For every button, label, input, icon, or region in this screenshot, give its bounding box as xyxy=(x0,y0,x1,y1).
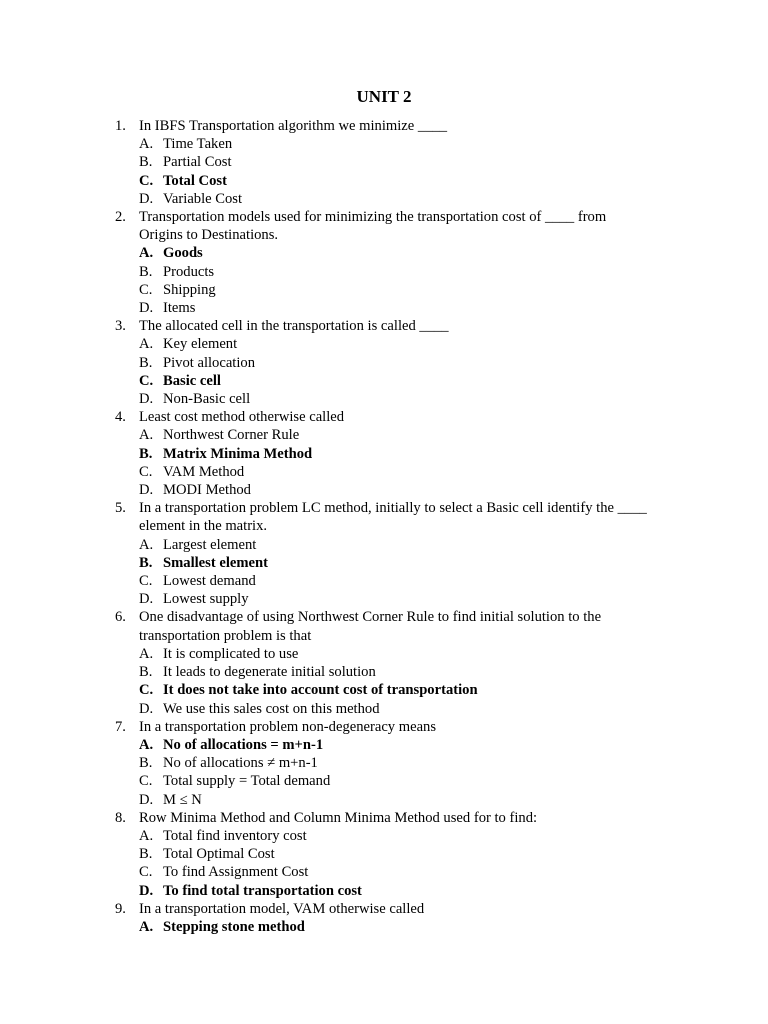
option-text: Items xyxy=(163,300,196,317)
answer-option xyxy=(0,263,768,281)
answer-option-correct xyxy=(0,172,768,190)
question-number: 8. xyxy=(115,809,126,826)
question-text: The allocated cell in the transportation is called ____ xyxy=(139,318,449,335)
answer-option xyxy=(0,845,768,863)
answer-option xyxy=(0,791,768,809)
option-letter: C. xyxy=(139,463,153,480)
answer-option xyxy=(0,645,768,663)
question-text: Row Minima Method and Column Minima Method used for to find: xyxy=(139,809,538,826)
answer-option-correct xyxy=(0,882,768,900)
option-text: Largest element xyxy=(163,536,257,553)
answer-option xyxy=(0,463,768,481)
answer-option xyxy=(0,700,768,718)
question-number: 5. xyxy=(115,500,126,517)
option-text: Matrix Minima Method xyxy=(163,445,313,462)
option-letter: B. xyxy=(139,755,153,772)
option-text: Total supply = Total demand xyxy=(163,773,331,790)
option-text: Pivot allocation xyxy=(163,354,256,371)
option-letter: D. xyxy=(139,591,154,608)
option-letter: A. xyxy=(139,645,154,662)
question-number: 9. xyxy=(115,900,126,917)
answer-option-correct xyxy=(0,681,768,699)
option-letter: C. xyxy=(139,864,153,881)
option-text: Lowest demand xyxy=(163,573,256,590)
option-text: No of allocations ≠ m+n-1 xyxy=(163,755,318,772)
question-list xyxy=(0,117,768,936)
answer-option-correct xyxy=(0,554,768,572)
question-text: One disadvantage of using Northwest Corner Rule to find initial solution to the transportation problem is that xyxy=(139,609,602,644)
option-text: Time Taken xyxy=(163,136,233,153)
option-text: It leads to degenerate initial solution xyxy=(163,664,376,681)
question-item xyxy=(0,208,768,244)
question-item xyxy=(0,499,768,535)
question-number: 6. xyxy=(115,609,126,626)
option-text: Products xyxy=(163,263,215,280)
option-letter: C. xyxy=(139,573,153,590)
option-text: To find Assignment Cost xyxy=(163,864,309,881)
option-letter: B. xyxy=(139,354,153,371)
option-text: Non-Basic cell xyxy=(163,391,251,408)
question-number: 1. xyxy=(115,118,126,134)
option-text: Variable Cost xyxy=(163,190,243,207)
option-text: Stepping stone method xyxy=(163,918,305,935)
option-letter: C. xyxy=(139,281,153,298)
question-number: 2. xyxy=(115,209,126,226)
option-text: Shipping xyxy=(163,281,216,298)
question-text: In a transportation problem non-degeneracy means xyxy=(139,718,437,735)
question-text: In a transportation problem LC method, initially to select a Basic cell identify the ____ element in the matrix. xyxy=(139,500,647,535)
question-text: In IBFS Transportation algorithm we minimize ____ xyxy=(139,118,448,134)
option-letter: C. xyxy=(139,682,154,699)
option-letter: C. xyxy=(139,773,153,790)
answer-option xyxy=(0,135,768,153)
option-letter: A. xyxy=(139,427,154,444)
option-text: It is complicated to use xyxy=(163,645,299,662)
option-text: Total find inventory cost xyxy=(163,827,307,844)
question-item xyxy=(0,809,768,827)
answer-option xyxy=(0,481,768,499)
option-text: VAM Method xyxy=(163,463,245,480)
answer-option xyxy=(0,299,768,317)
answer-option xyxy=(0,281,768,299)
answer-option xyxy=(0,572,768,590)
answer-option xyxy=(0,426,768,444)
option-letter: C. xyxy=(139,372,154,389)
option-letter: C. xyxy=(139,172,154,189)
answer-option xyxy=(0,354,768,372)
option-text: Total Cost xyxy=(163,172,227,189)
question-item xyxy=(0,718,768,736)
option-letter: A. xyxy=(139,736,154,753)
option-letter: B. xyxy=(139,154,153,171)
option-letter: B. xyxy=(139,445,153,462)
answer-option xyxy=(0,536,768,554)
option-letter: A. xyxy=(139,245,154,262)
question-item xyxy=(0,317,768,335)
question-text: Least cost method otherwise called xyxy=(139,409,345,426)
option-letter: D. xyxy=(139,300,154,317)
answer-option xyxy=(0,335,768,353)
answer-option-correct xyxy=(0,244,768,262)
option-letter: A. xyxy=(139,336,154,353)
option-text: Total Optimal Cost xyxy=(163,846,275,863)
option-letter: B. xyxy=(139,554,153,571)
answer-option xyxy=(0,754,768,772)
option-text: Northwest Corner Rule xyxy=(163,427,300,444)
answer-option-correct xyxy=(0,372,768,390)
question-item xyxy=(0,608,768,644)
option-text: Goods xyxy=(163,245,203,262)
option-text: MODI Method xyxy=(163,482,251,499)
answer-option-correct xyxy=(0,445,768,463)
question-number: 4. xyxy=(115,409,126,426)
answer-option xyxy=(0,863,768,881)
option-letter: D. xyxy=(139,482,154,499)
answer-option xyxy=(0,590,768,608)
answer-option xyxy=(0,390,768,408)
question-number: 7. xyxy=(115,718,126,735)
answer-option xyxy=(0,190,768,208)
option-letter: B. xyxy=(139,664,153,681)
option-letter: A. xyxy=(139,827,154,844)
option-text: No of allocations = m+n-1 xyxy=(163,736,324,753)
page-title: UNIT 2 xyxy=(356,87,412,106)
option-letter: A. xyxy=(139,136,154,153)
answer-option-correct xyxy=(0,736,768,754)
option-text: Partial Cost xyxy=(163,154,232,171)
option-letter: B. xyxy=(139,263,153,280)
question-text: In a transportation model, VAM otherwise called xyxy=(139,900,425,917)
option-text: Smallest element xyxy=(163,554,268,571)
option-text: We use this sales cost on this method xyxy=(163,700,380,717)
option-text: It does not take into account cost of transportation xyxy=(163,682,478,699)
answer-option-correct xyxy=(0,918,768,936)
option-letter: D. xyxy=(139,700,154,717)
answer-option xyxy=(0,772,768,790)
option-letter: D. xyxy=(139,882,154,899)
option-text: M ≤ N xyxy=(163,791,202,808)
option-letter: A. xyxy=(139,536,154,553)
option-text: Basic cell xyxy=(163,372,221,389)
question-item xyxy=(0,408,768,426)
option-letter: D. xyxy=(139,190,154,207)
question-item xyxy=(0,117,768,135)
option-letter: D. xyxy=(139,791,154,808)
option-text: Lowest supply xyxy=(163,591,249,608)
answer-option xyxy=(0,153,768,171)
answer-option xyxy=(0,663,768,681)
option-letter: D. xyxy=(139,391,154,408)
option-letter: B. xyxy=(139,846,153,863)
option-letter: A. xyxy=(139,918,154,935)
question-text: Transportation models used for minimizing the transportation cost of ____ from Origins to Destinations. xyxy=(139,209,607,244)
option-text: To find total transportation cost xyxy=(163,882,362,899)
question-item xyxy=(0,900,768,918)
question-number: 3. xyxy=(115,318,126,335)
answer-option xyxy=(0,827,768,845)
option-text: Key element xyxy=(163,336,238,353)
